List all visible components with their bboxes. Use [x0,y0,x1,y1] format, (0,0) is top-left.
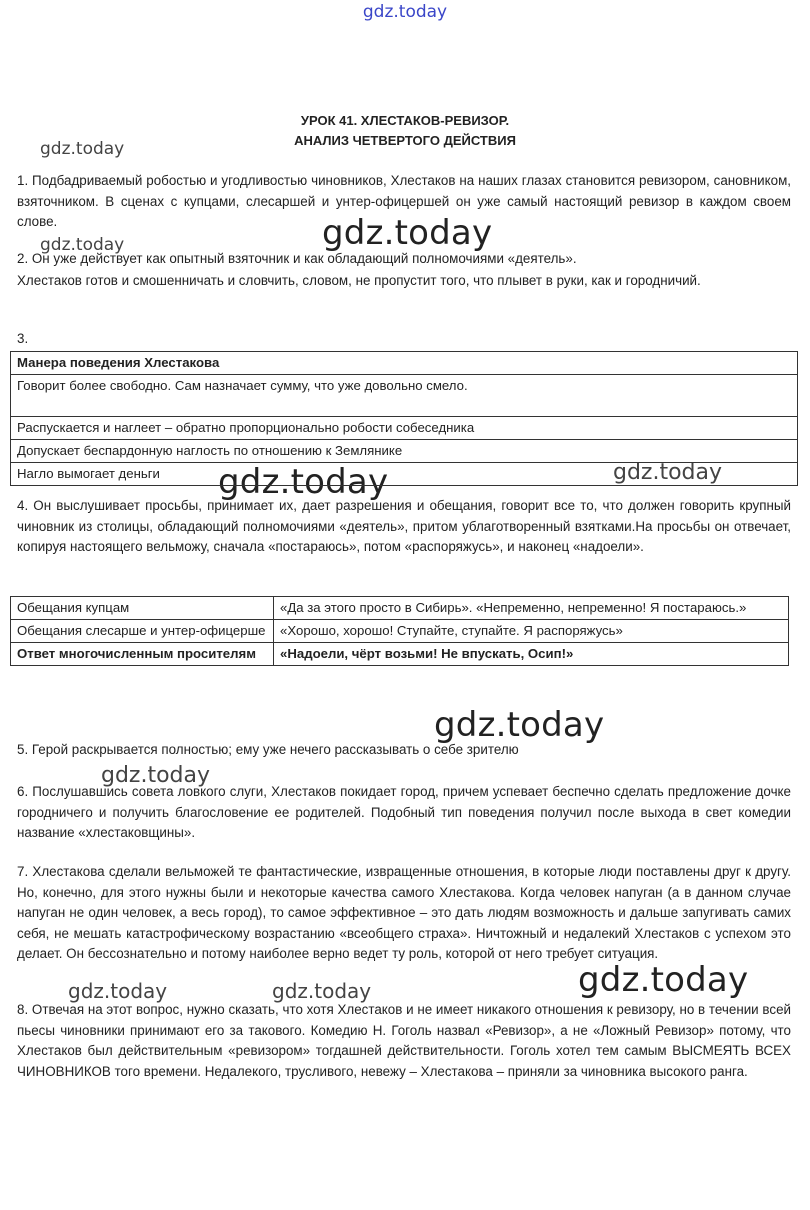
lesson-title: УРОК 41. ХЛЕСТАКОВ-РЕВИЗОР. [300,113,510,128]
table-cell: Нагло вымогает деньги [11,463,798,486]
lesson-subtitle: АНАЛИЗ ЧЕТВЕРТОГО ДЕЙСТВИЯ [294,133,516,148]
table-row [11,597,789,620]
answer-1: 1. Подбадриваемый робостью и угодливостью чиновников, Хлестаков на наших глазах становится ревизором, сановником, взяточником. В сценах с купцами, слесаршей и унтер-офицершей он уже самый настоящий ревизор в каждом своем слове. [17,173,791,229]
site-watermark-top: gdz.today [362,2,448,22]
table-row [11,417,798,440]
answer-5: 5. Герой раскрывается полностью; ему уже нечего рассказывать о себе зрителю [17,742,519,757]
table-cell: Говорит более свободно. Сам назначает сумму, что уже довольно смело. [11,375,798,417]
answer-7: 7. Хлестакова сделали вельможей те фантастические, извращенные отношения, в которые люди поставлены друг к другу. Но, конечно, для этого нужны были и некоторые качества самого Хлестакова. Когда человек напуган (а в данном случае напуган не один человек, а весь город), то самое эффективное – это дать людям возможность и дальше запугивать самих себя, не мешать катастрофическому возрастанию «всеобщего страха». Ничтожный и недалекий Хлестаков с успехом это делает. Он бессознательно и потому наиболее верно ведет ту роль, которой от него требует ситуация. [17,864,791,961]
answer-4: 4. Он выслушивает просьбы, принимает их, дает разрешения и обещания, говорит все то, что должен говорить крупный чиновник из столицы, обладающий полномочиями «деятель», притом ублаготворенный взятками.На просьбы он отвечает, копируя настоящего вельможу, сначала «постараюсь», потом «распоряжусь», и наконец «надоели». [17,498,791,554]
answer-2-first-line: 2. Он уже действует как опытный взяточник и как обладающий полномочиями «деятель». [17,251,577,266]
table-cell: Обещания купцам [11,597,274,620]
watermark: gdz.today [272,979,372,1003]
answer-8: 8. Отвечая на этот вопрос, нужно сказать, что хотя Хлестаков и не имеет никакого отношения к ревизору, но в течении всей пьесы чиновники принимают его за такового. Комедию Н. Гоголь назвал «Ревизор», а не «Ложный Ревизор» потому, что Хлестаков был действительным «ревизором» тогдашней действительности. Гоголь хотел тем самым ВЫСМЕЯТЬ ВСЕХ ЧИНОВНИКОВ того времени. Недалекого, трусливого, невежу – Хлестакова – приняли за чиновника высокого ранга. [17,1002,791,1079]
table-row [11,375,798,417]
behavior-table [10,351,798,486]
watermark: gdz.today [322,213,493,253]
table-row [11,463,798,486]
watermark: gdz.today [434,705,605,745]
behavior-table-header: Манера поведения Хлестакова [11,352,798,375]
promises-table [10,596,789,666]
table-cell: Ответ многочисленным просителям [11,643,274,666]
answer-6: 6. Послушавшись совета ловкого слуги, Хлестаков покидает город, причем успевает беспечно сделать предложение дочке городничего и получить благословение ее родителей. Подобный тип поведения получил после выхода в свет комедии название «хлестаковщины». [17,784,791,840]
watermark: gdz.today [218,462,389,502]
watermark: gdz.today [40,235,125,255]
watermark: gdz.today [578,960,749,1000]
watermark: gdz.today [613,460,723,485]
table-cell: Допускает беспардонную наглость по отношению к Землянике [11,440,798,463]
table-cell: «Надоели, чёрт возьми! Не впускать, Осип!» [274,643,789,666]
table-row [11,620,789,643]
table-row [11,643,789,666]
answer-3-label: 3. [17,331,29,346]
table-row [11,352,798,375]
table-cell: Распускается и наглеет – обратно пропорционально робости собеседника [11,417,798,440]
watermark: gdz.today [40,139,125,159]
table-cell: «Да за этого просто в Сибирь». «Непременно, непременно! Я постараюсь.» [274,597,789,620]
answer-2-text: Хлестаков готов и смошенничать и словчить, словом, не пропустит того, что плывет в руки, как и городничий. [17,273,701,288]
table-cell: Обещания слесарше и унтер-офицерше [11,620,274,643]
table-row [11,440,798,463]
watermark: gdz.today [68,979,168,1003]
table-cell: «Хорошо, хорошо! Ступайте, ступайте. Я распоряжусь» [274,620,789,643]
watermark: gdz.today [101,763,211,788]
